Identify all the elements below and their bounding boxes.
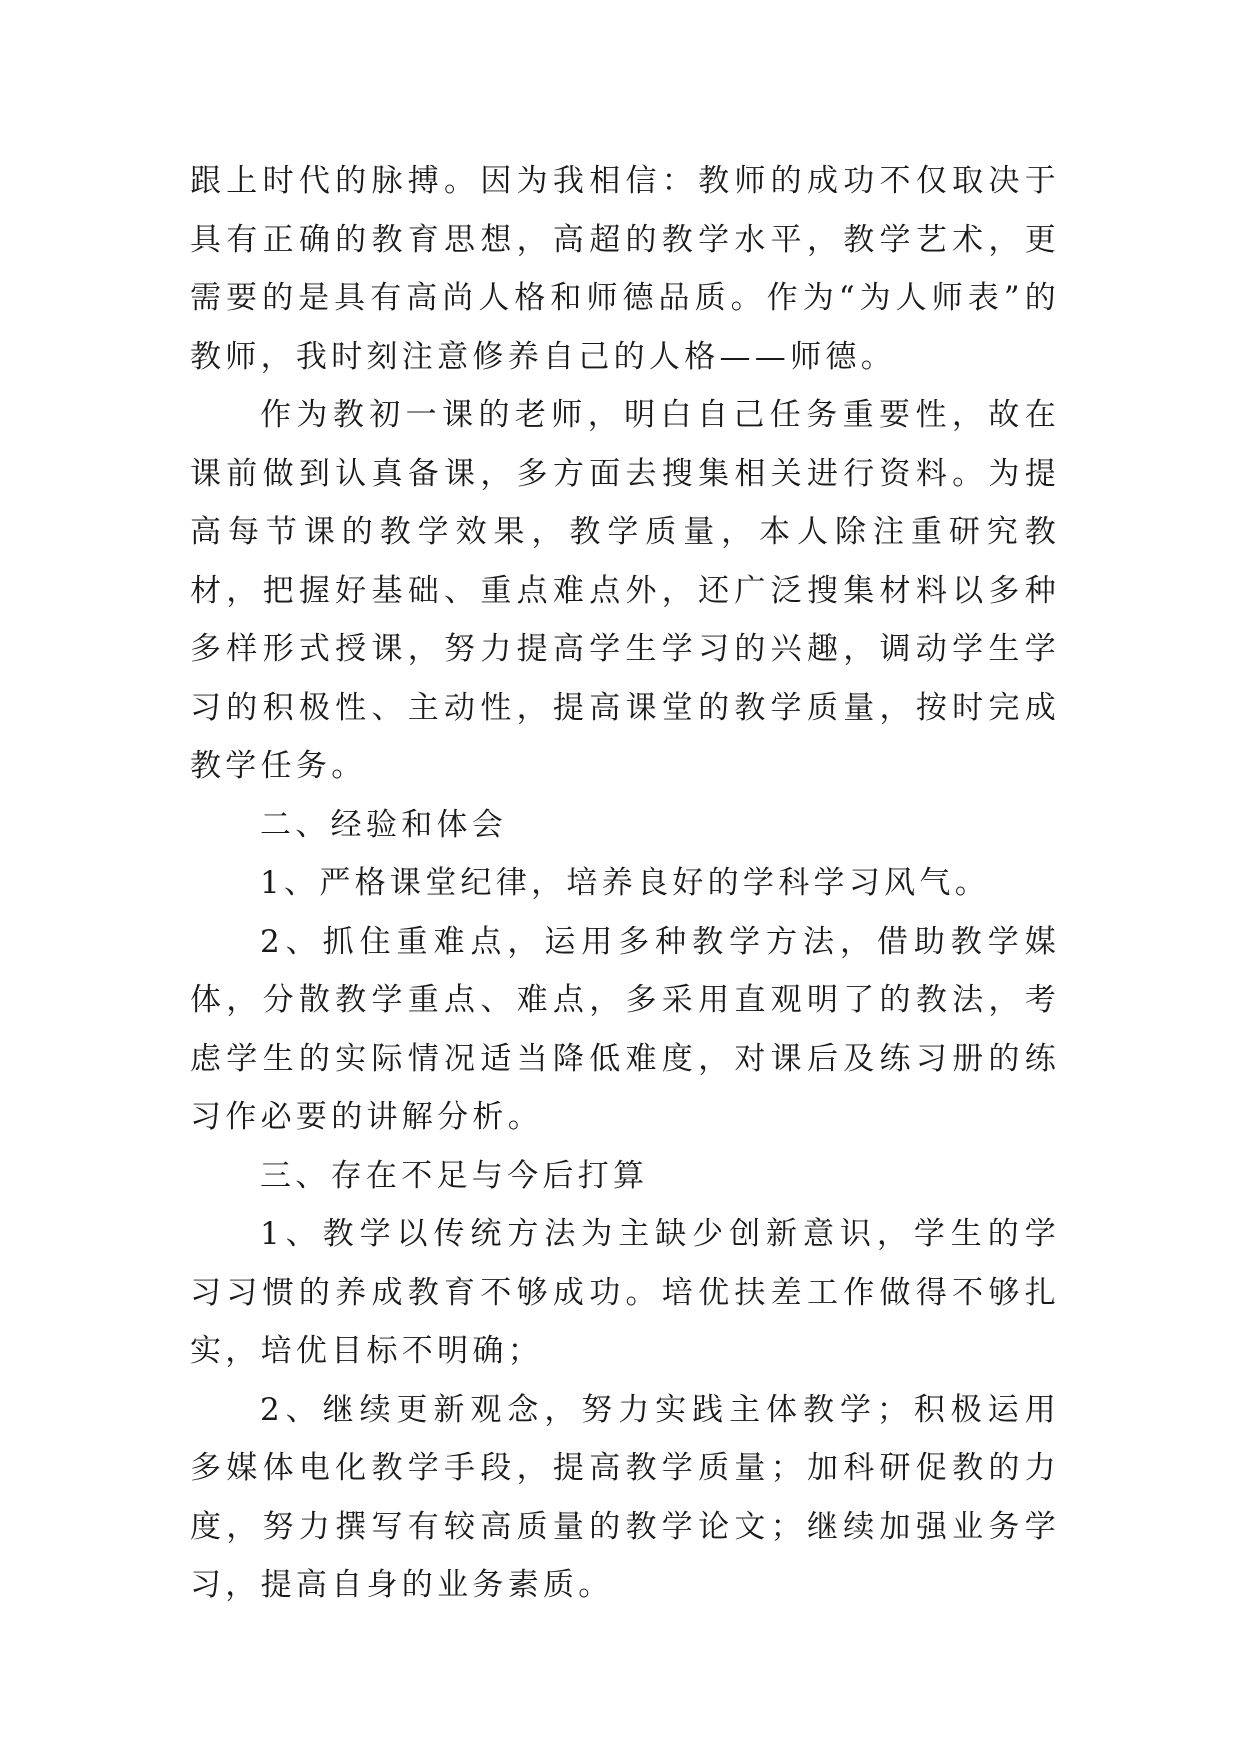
section-heading-shortcomings: 三、存在不足与今后打算	[260, 1157, 649, 1194]
document-body	[190, 152, 1060, 1615]
paragraph-teaching-work: 作为教初一课的老师，明白自己任务重要性，故在课前做到认真备课，多方面去搜集相关进行资料。为提高每节课的教学效果，教学质量，本人除注重研究教材，把握好基础、重点难点外，还广泛搜集材料以多种多样形式授课，努力提高学生学习的兴趣，调动学生学习的积极性、主动性，提高课堂的教学质量，按时完成教学任务。	[190, 397, 1060, 784]
list-item-shortcomings-2: 2、继续更新观念，努力实践主体教学；积极运用多媒体电化教学手段，提高教学质量；加科研促教的力度，努力撰写有较高质量的教学论文；继续加强业务学习，提高自身的业务素质。	[190, 1391, 1060, 1603]
paragraph-continuation: 跟上时代的脉搏。因为我相信：教师的成功不仅取决于具有正确的教育思想，高超的教学水平，教学艺术，更需要的是具有高尚人格和师德品质。作为“为人师表”的教师，我时刻注意修养自己的人格——师德。	[190, 163, 1060, 375]
list-item-experience-1: 1、严格课堂纪律，培养良好的学科学习风气。	[260, 865, 991, 901]
list-item-shortcomings-1: 1、教学以传统方法为主缺少创新意识，学生的学习习惯的养成教育不够成功。培优扶差工作做得不够扎实，培优目标不明确；	[190, 1216, 1060, 1369]
section-heading-experience: 二、经验和体会	[260, 806, 508, 843]
list-item-experience-2: 2、抓住重难点，运用多种教学方法，借助教学媒体，分散教学重点、难点，多采用直观明了的教法，考虑学生的实际情况适当降低难度，对课后及练习册的练习作必要的讲解分析。	[190, 923, 1060, 1135]
